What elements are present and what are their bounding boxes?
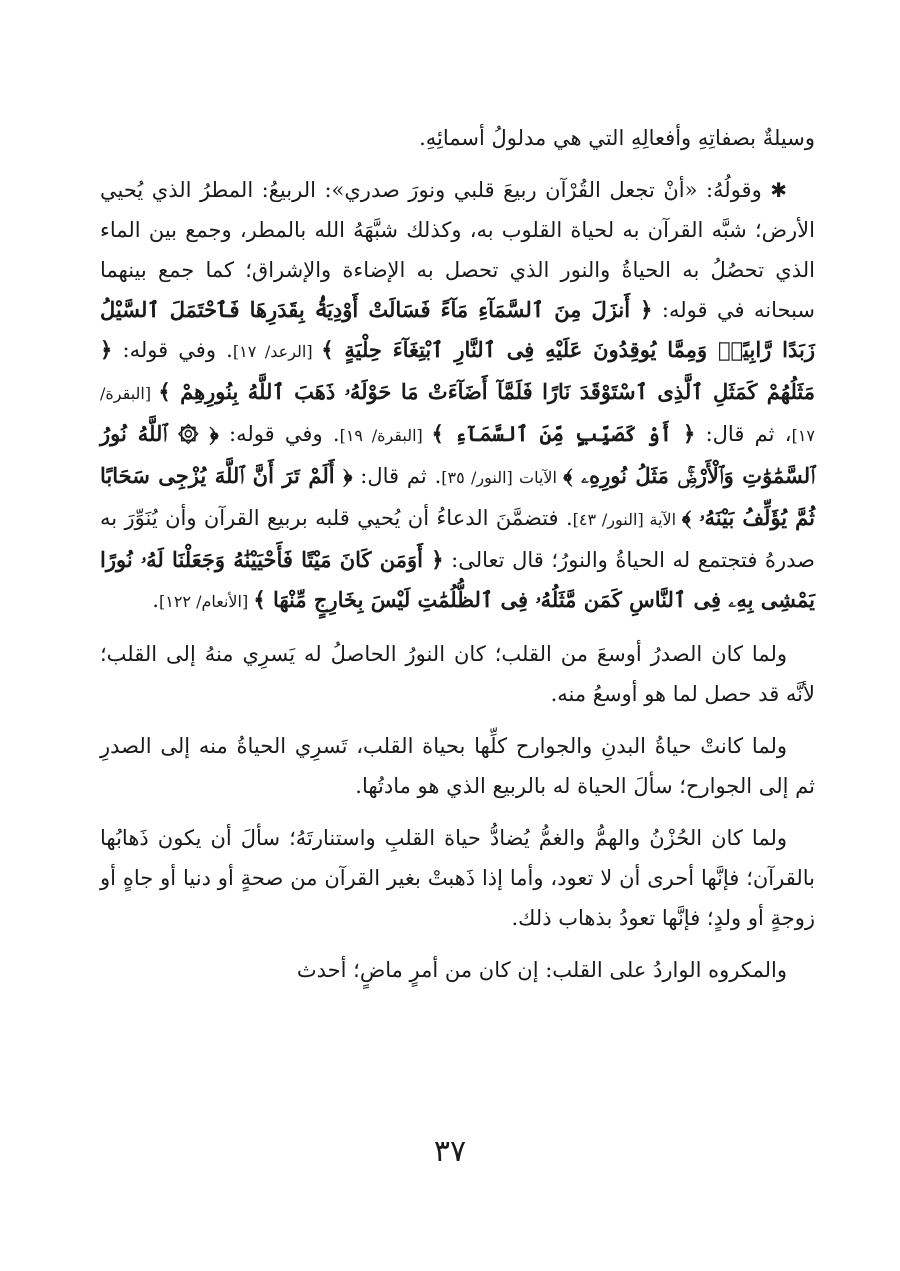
quran-verse: ﴿ أَنزَلَ مِنَ ٱلسَّمَآءِ مَآءً فَسَالَتْ أَوْدِيَةُۢ بِقَدَرِهَا فَٱحْتَمَلَ ٱلسَّيْلُ زَبَدًا رَّابِيًاۚ وَمِمَّا يُوقِدُونَ عَلَيْهِ فِى ٱلنَّارِ ٱبْتِغَآءَ حِلْيَةٍ ﴾ xyxy=(100,297,815,362)
verse-reference: [البقرة/ ١٩] xyxy=(339,426,432,445)
quran-verse: ﴿ مَثَلُهُمْ كَمَثَلِ ٱلَّذِى ٱسْتَوْقَدَ نَارًا فَلَمَّآ أَضَآءَتْ مَا حَوْلَهُۥ ذَهَبَ ٱللَّهُ بِنُورِهِمْ ﴾ xyxy=(100,337,816,404)
page-number: ٣٧ xyxy=(433,1134,467,1169)
page-body xyxy=(100,118,815,1002)
verse-reference: [البقرة/ ١٧] xyxy=(100,384,815,445)
quran-verse: ﴿ أَلَمْ تَرَ أَنَّ ٱللَّهَ يُزْجِى سَحَابًا ثُمَّ يُؤَلِّفُ بَيْنَهُۥ ﴾ xyxy=(100,463,816,530)
paragraph-5-text: ولما كان الحُزْنُ والهمُّ والغمُّ يُضادُّ حياة القلبِ واستنارتَهُ؛ سألَ أن يكون ذَهابُها بالقرآن؛ فإنَّها أحرى أن لا تعود، وأما إذا ذَهبتْ بغير القرآن من صحةٍ أو دنيا أو جاهٍ أو زوجةٍ أو ولدٍ؛ فإنَّها تعودُ بذهاب ذلك. xyxy=(100,826,815,930)
text-segment: . فتضمَّنَ الدعاءُ أن يُحيي قلبه بربيع القرآن وأن يُنَوِّرَ به صدرهُ فتجتمع له الحياةُ والنورُ؛ قال تعالى: xyxy=(100,506,815,572)
quran-verse: ﴿ ۞ ٱللَّهُ نُورُ ٱلسَّمَٰوَٰتِ وَٱلْأَرْضِۚ مَثَلُ نُورِهِۦ ﴾ xyxy=(100,421,816,488)
text-segment: . xyxy=(152,588,159,612)
text-segment: . وفي قوله: xyxy=(112,338,233,362)
paragraph-1-text: وسيلةٌ بصفاتِهِ وأفعالِهِ التي هي مدلولُ أسمائِهِ. xyxy=(419,126,815,150)
paragraph-2 xyxy=(100,170,815,622)
quran-verse: ﴿ أَوْ كَصَيِّبٍ مِّنَ ٱلسَّمَآءِ ﴾ xyxy=(431,421,696,446)
text-segment: . وفي قوله: xyxy=(218,422,340,446)
star-icon: ✱ xyxy=(770,178,787,202)
text-segment: وقولُهُ: «أنْ تجعل القُرْآن ربيعَ قلبي ونورَ صدري»: الربيعُ: المطرُ الذي يُحيي الأرض؛ شبَّه القرآن به لحياة القلوب به، وكذلك شبَّهَهُ الله بالمطر، وجمع بين الماء الذي تحصُلُ به الحياةُ والنور الذي تحصل به الإضاءة والإشراق؛ كما جمع بينهما سبحانه في قوله: xyxy=(100,178,816,322)
paragraph-4 xyxy=(100,726,815,806)
verse-reference: الآية [النور/ ٤٣] xyxy=(572,510,682,529)
verse-reference: الآيات [النور/ ٣٥] xyxy=(441,468,564,487)
paragraph-5 xyxy=(100,818,815,938)
paragraph-6 xyxy=(100,950,815,990)
paragraph-3-text: ولما كان الصدرُ أوسعَ من القلب؛ كان النورُ الحاصلُ له يَسرِي منهُ إلى القلب؛ لأنَّه قد حصل لما هو أوسعُ منه. xyxy=(100,642,815,706)
paragraph-6-text: والمكروه الواردُ على القلب: إن كان من أمرٍ ماضٍ؛ أحدث xyxy=(296,958,787,982)
paragraph-1 xyxy=(100,118,815,158)
text-segment: ، ثم قال: xyxy=(695,422,792,446)
paragraph-4-text: ولما كانتْ حياةُ البدنِ والجوارح كلِّها بحياة القلب، تَسرِي الحياةُ منه إلى الصدرِ ثم إلى الجوارح؛ سألَ الحياة له بالربيع الذي هو مادتُها. xyxy=(100,734,815,798)
verse-reference: [الأنعام/ ١٢٢] xyxy=(158,592,254,611)
quran-verse: ﴿ أَوَمَن كَانَ مَيْتًا فَأَحْيَيْنَٰهُ وَجَعَلْنَا لَهُۥ نُورًا يَمْشِى بِهِۦ فِى ٱلنَّاسِ كَمَن مَّثَلُهُۥ فِى ٱلظُّلُمَٰتِ لَيْسَ بِخَارِجٍ مِّنْهَا ﴾ xyxy=(100,547,815,612)
verse-reference: [الرعد/ ١٧] xyxy=(232,342,322,361)
text-segment: . ثم قال: xyxy=(352,464,442,488)
paragraph-3 xyxy=(100,634,815,714)
